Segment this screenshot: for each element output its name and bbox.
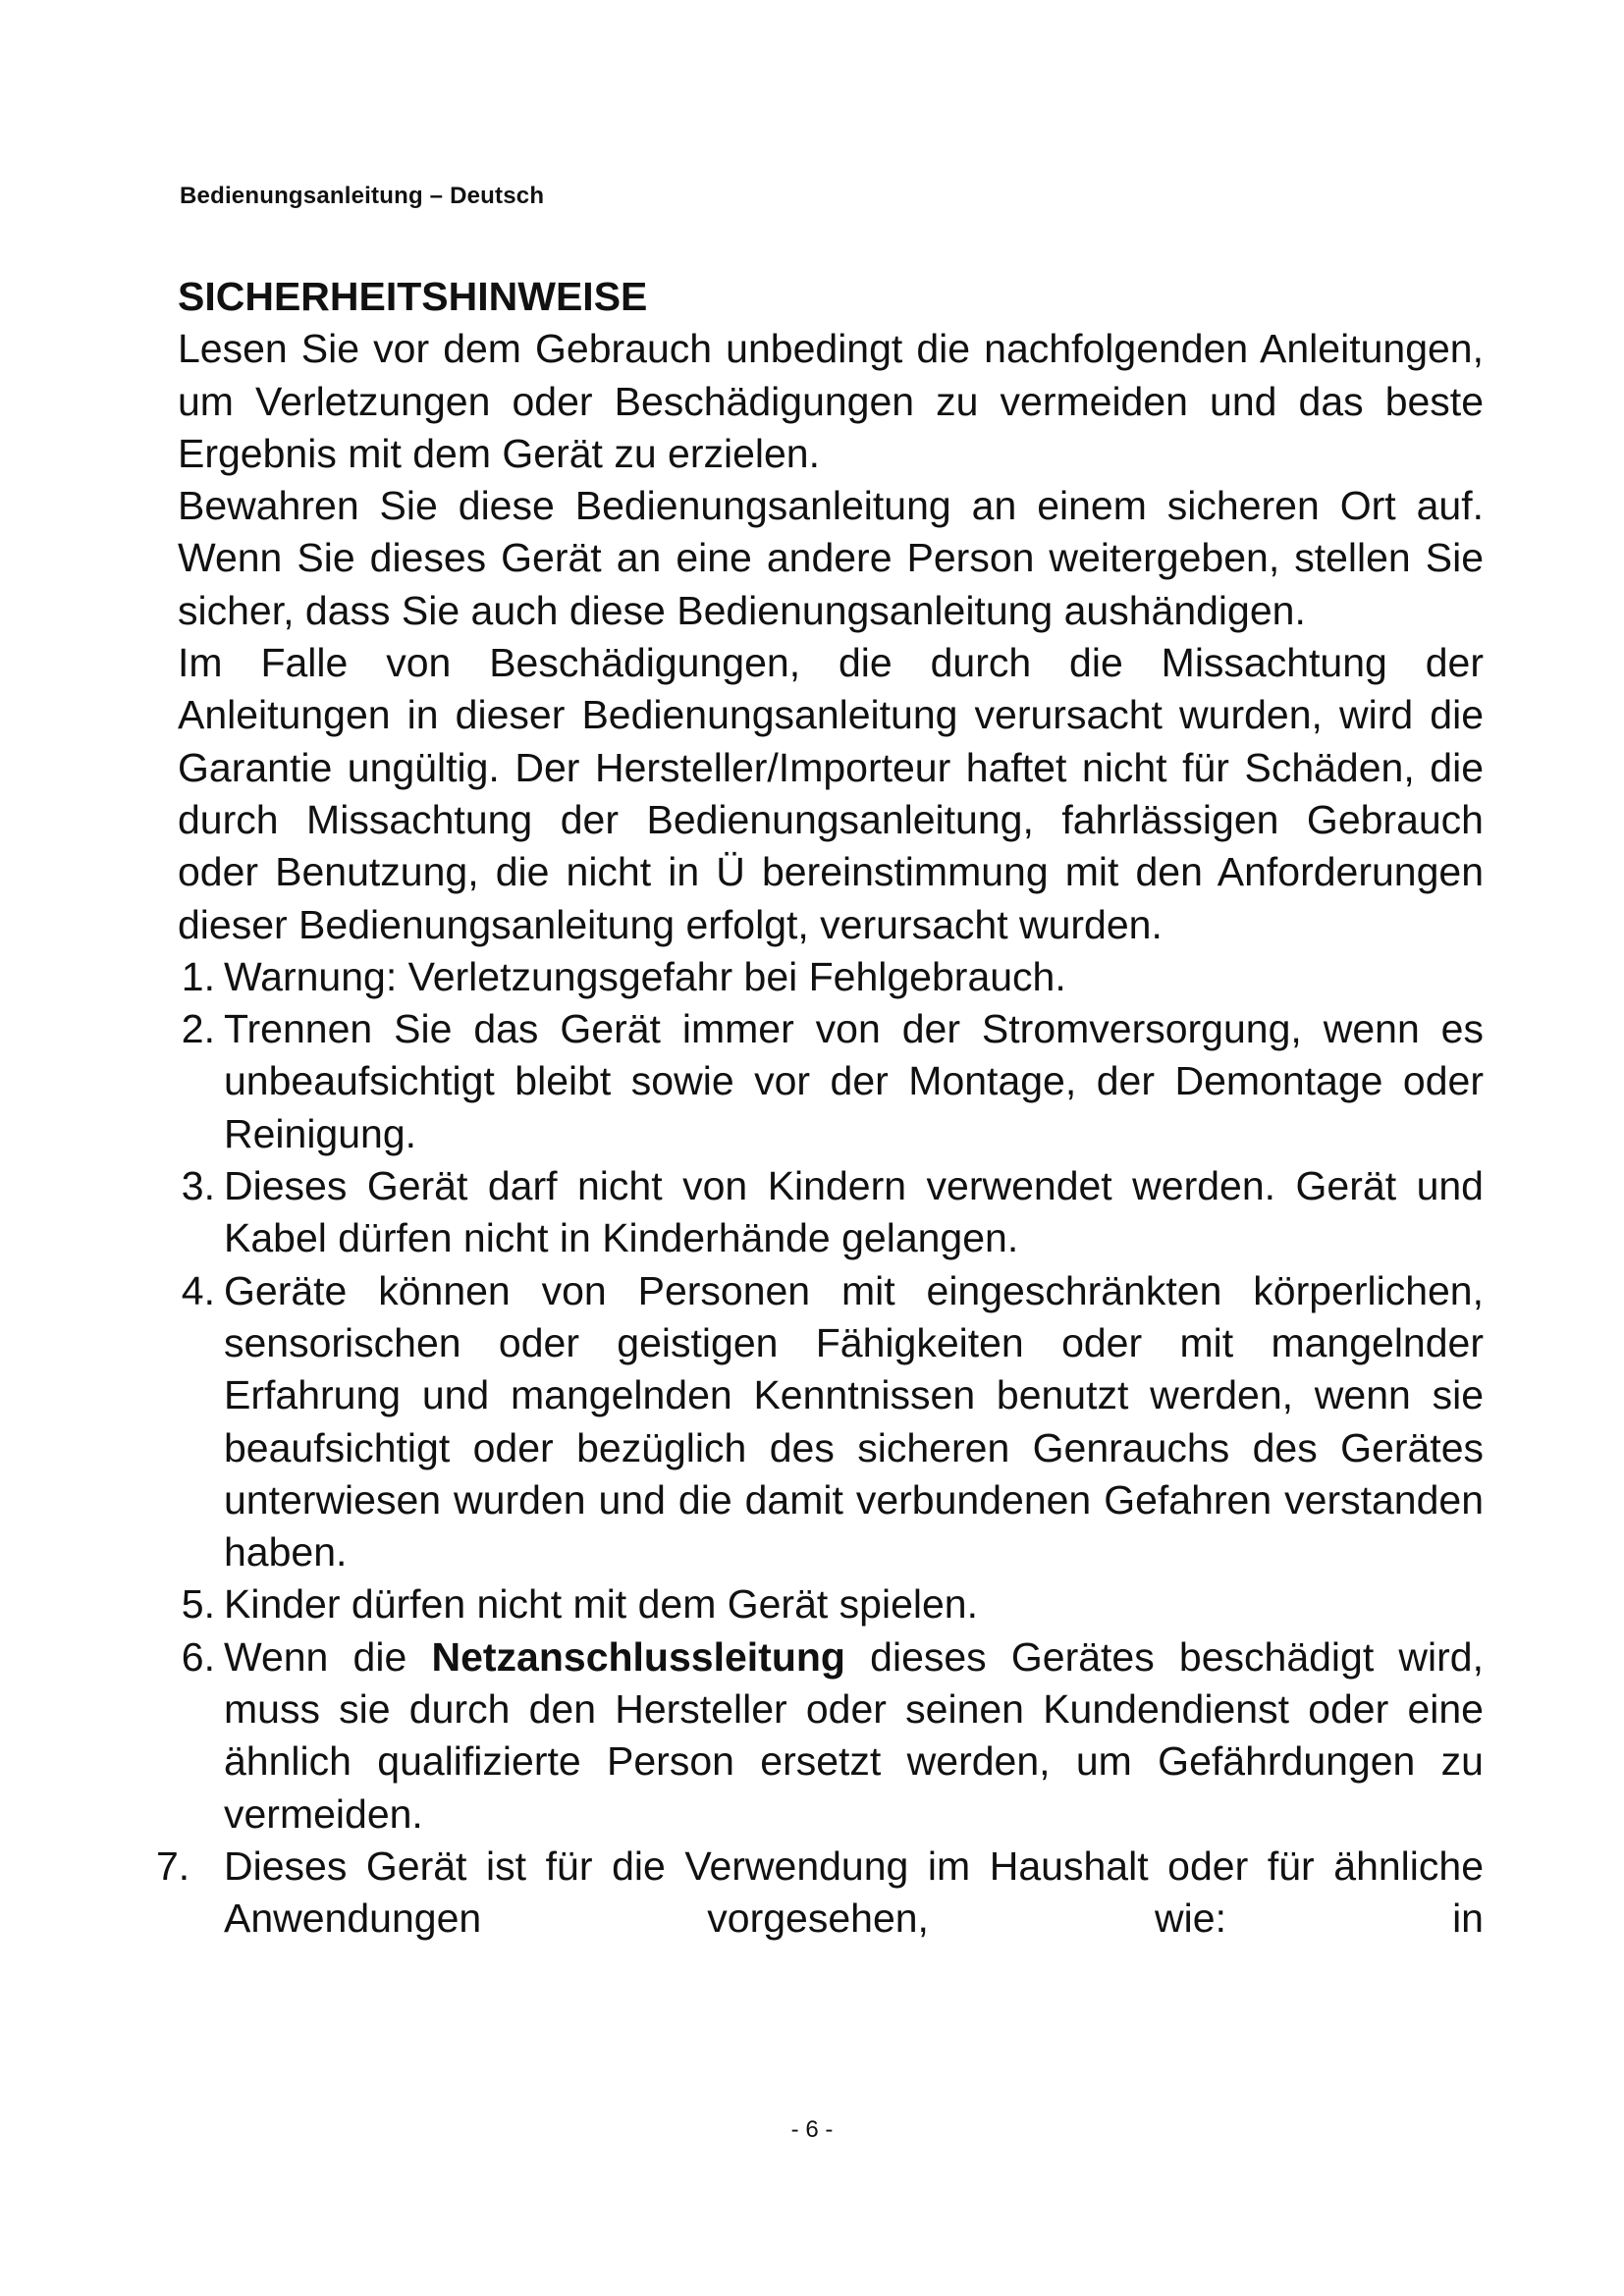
list-item [156,1841,1484,1946]
list-item [178,1003,1484,1160]
list-item-number: 6. [181,1633,215,1680]
safety-list [156,951,1484,1946]
list-item-number: 1. [181,953,215,999]
list-item-text: Kinder dürfen nicht mit dem Gerät spielen. [224,1581,978,1628]
list-item-number: 5. [181,1581,215,1628]
list-item-text: Trennen Sie das Gerät immer von der Stromversorgung, wenn es unbeaufsichtigt bleibt sowie vor der Montage, der Demontage oder Reinigung. [224,1006,1484,1156]
list-item-bold-term: Netzanschlussleitung [431,1633,845,1680]
list-item [178,1578,1484,1630]
paragraph-intro: Lesen Sie vor dem Gebrauch unbedingt die nachfolgenden Anleitungen, um Verletzungen oder Beschädigungen zu vermeiden und das beste Ergebnis mit dem Gerät zu erzielen. [178,326,1484,476]
list-item-number: 4. [181,1267,215,1313]
page-number: - 6 - [790,2116,834,2143]
document-header: Bedienungsanleitung – Deutsch [180,183,545,209]
paragraph-warranty: Im Falle von Beschädigungen, die durch die Missachtung der Anleitungen in dieser Bedienungsanleitung verursacht wurden, wird die Garantie ungültig. Der Hersteller/Importeur haftet nicht für Schäden, die durch Missachtung der Bedienungsanleitung, fahrlässigen Gebrauch oder Benutzung, die nicht in Ü bereinstimmung mit den Anforderungen dieser Bedienungsanleitung erfolgt, verursacht wurden. [178,640,1484,947]
list-item [178,1631,1484,1841]
list-item-text: Geräte können von Personen mit eingeschränkten körperlichen, sensorischen oder geistigen Fähigkeiten oder mit mangelnder Erfahrung und mangelnden Kenntnissen benutzt werden, wenn sie beaufsichtigt oder bezüglich des sicheren Genrauchs des Gerätes unterwiesen wurden und die damit verbundenen Gefahren verstanden haben. [224,1267,1484,1575]
section-title: SICHERHEITSHINWEISE [178,274,648,319]
list-item-text-after: dieses Gerätes beschädigt wird, muss sie durch den Hersteller oder seinen Kundendienst oder eine ähnlich qualifizierte Person ersetzt werden, um Gefährdungen zu vermeiden. [224,1633,1484,1837]
paragraph-keep-manual: Bewahren Sie diese Bedienungsanleitung an einem sicheren Ort auf. Wenn Sie dieses Gerät an eine andere Person weitergeben, stellen Sie sicher, dass Sie auch diese Bedienungsanleitung aushändigen. [178,483,1484,633]
list-item-text: Warnung: Verletzungsgefahr bei Fehlgebrauch. [224,953,1066,999]
safety-section [156,271,1484,1946]
list-item [178,1160,1484,1265]
list-item-number: 7. [156,1842,190,1889]
list-item [178,951,1484,1003]
list-item-text: Dieses Gerät ist für die Verwendung im Haushalt oder für ähnliche Anwendungen vorgesehen, wie: in [224,1842,1484,1942]
list-item-number: 3. [181,1163,215,1209]
list-item-text: Dieses Gerät darf nicht von Kindern verwendet werden. Gerät und Kabel dürfen nicht in Kinderhände gelangen. [224,1163,1484,1261]
list-item [178,1265,1484,1579]
list-item-number: 2. [181,1006,215,1052]
list-item-text-before: Wenn die [224,1633,432,1680]
